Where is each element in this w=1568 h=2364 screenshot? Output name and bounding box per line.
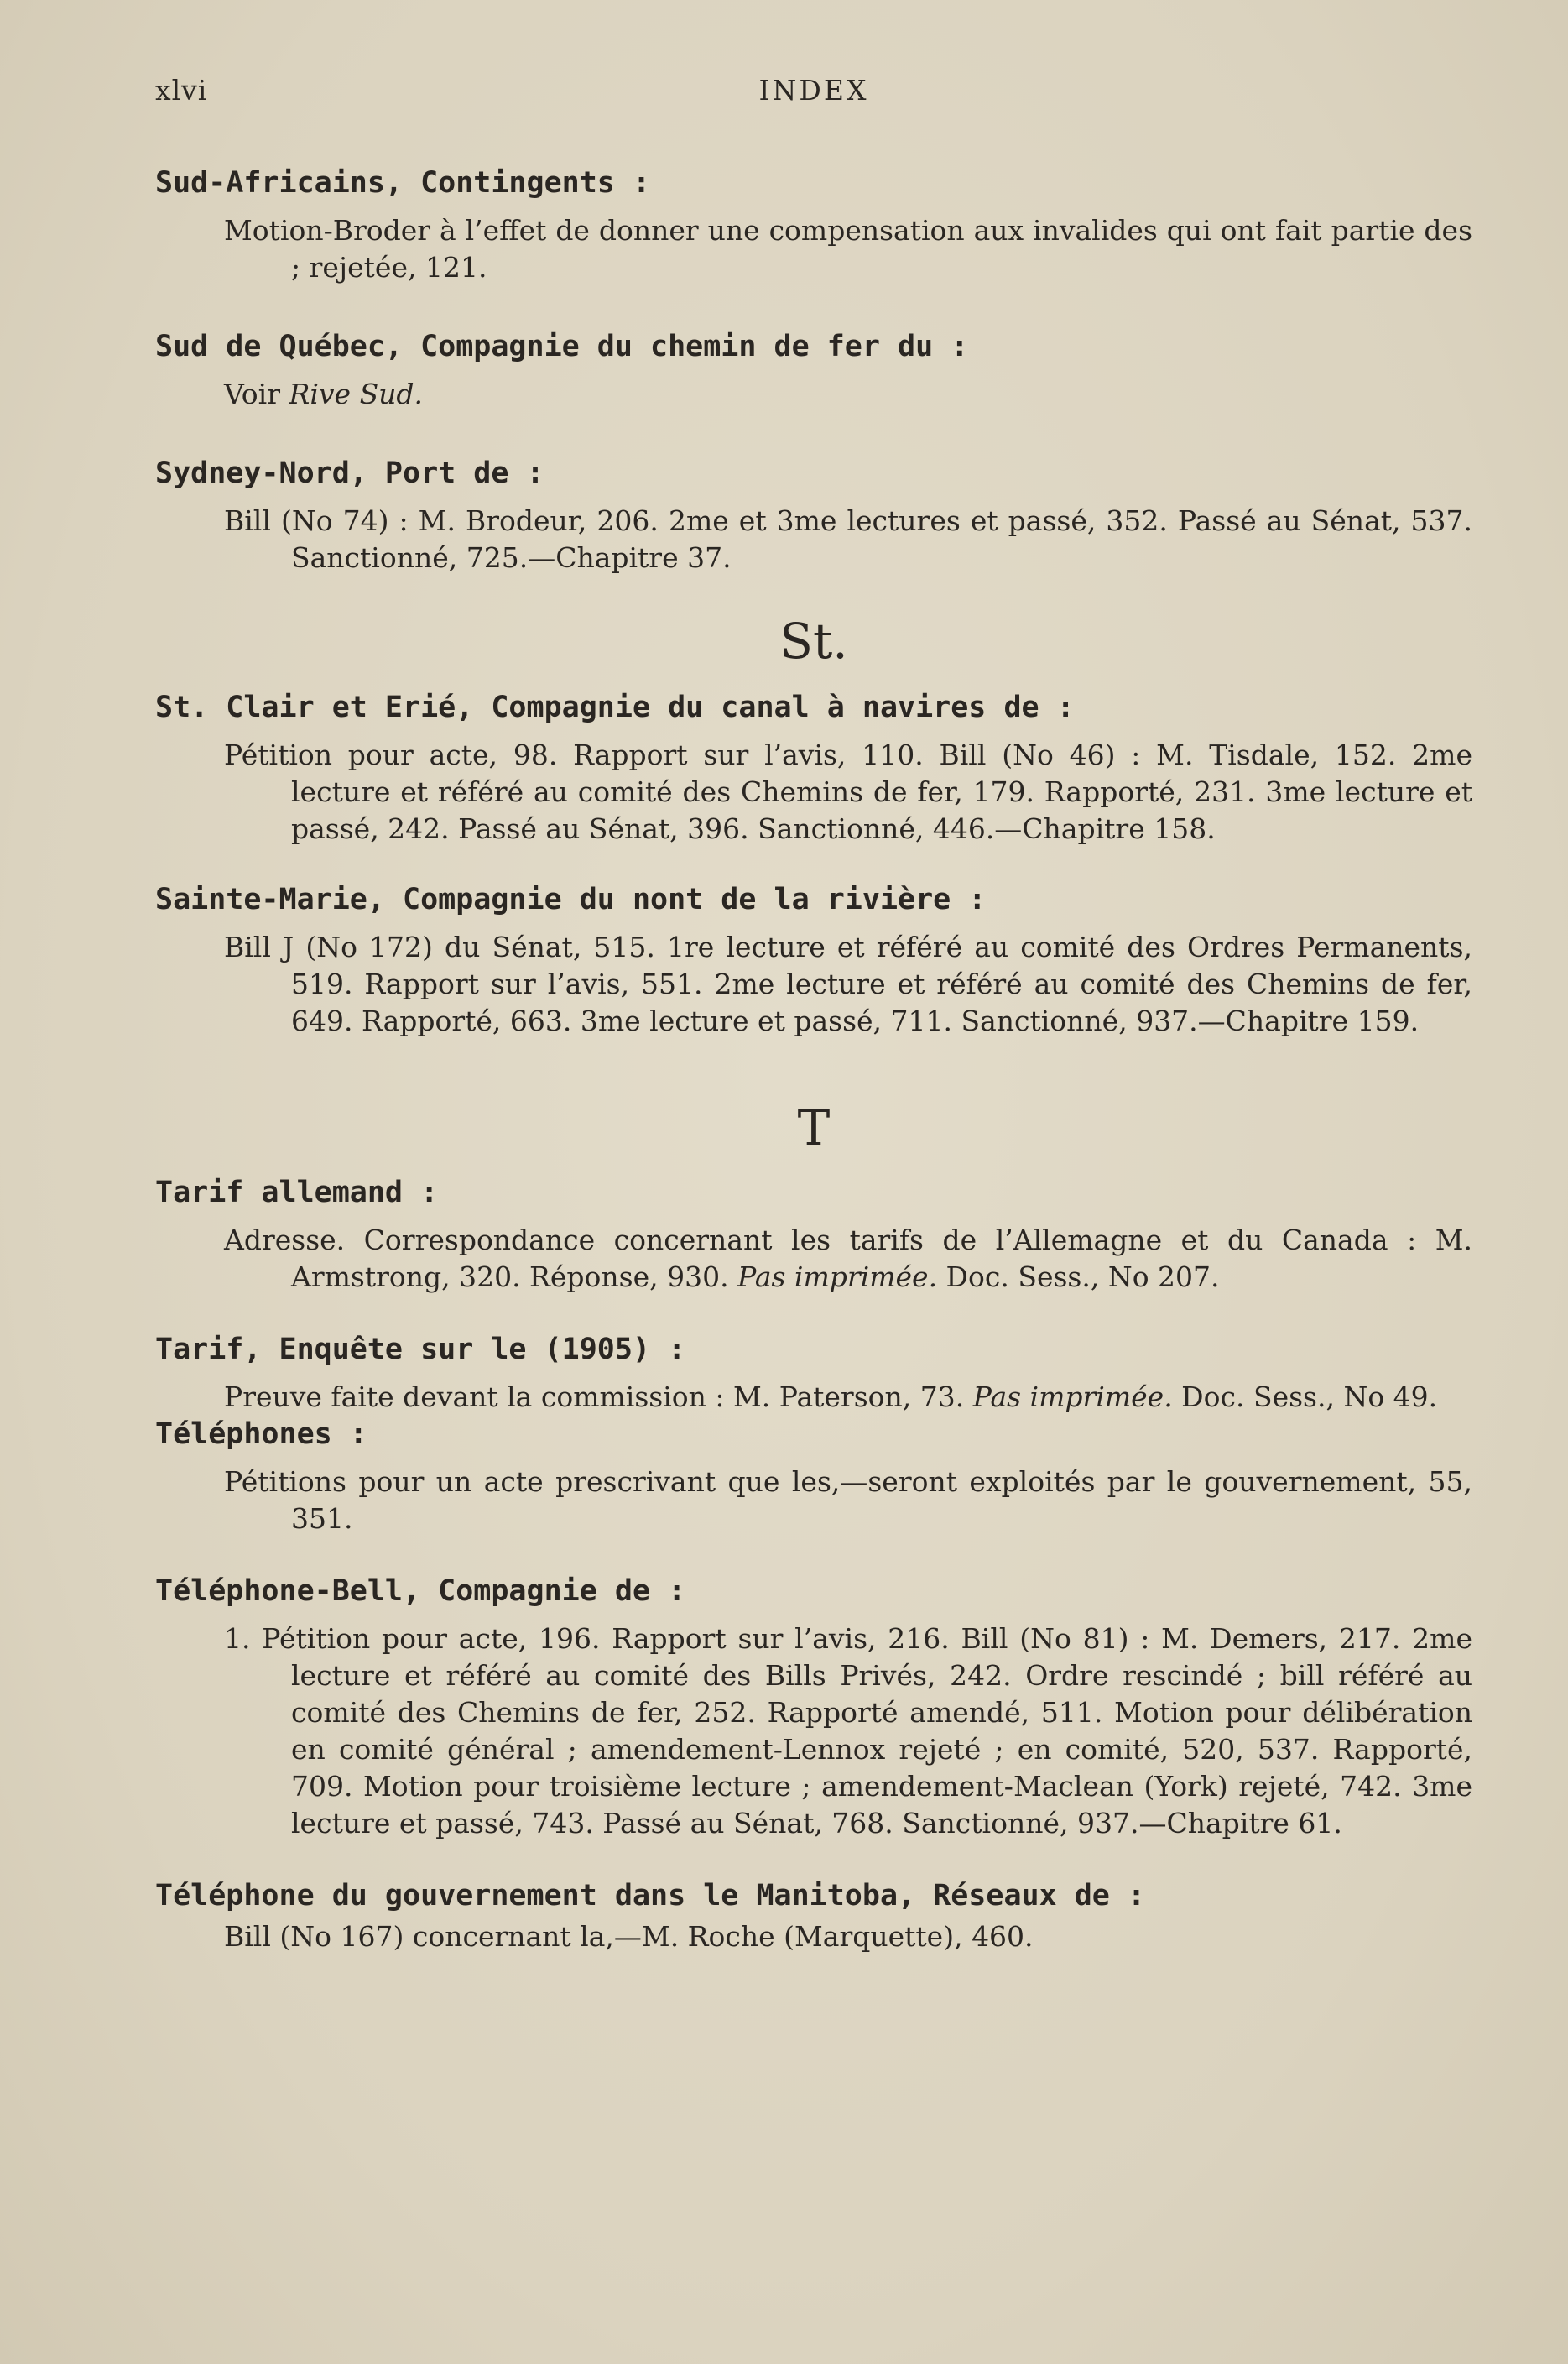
page-number: xlvi: [155, 74, 208, 107]
entry-text: [224, 376, 1472, 413]
entry-body: [155, 1918, 1472, 1955]
entry-text: Bill (No 74) : M. Brodeur, 206. 2me et 3me lectures et passé, 352. Passé au Sénat, 537. Sanctionné, 725.—Chapitre 37.: [224, 504, 1472, 574]
entry-text: Bill (No 167) concernant la,—M. Roche (Marquette), 460.: [224, 1920, 1034, 1953]
see-reference: Rive Sud.: [289, 378, 424, 410]
page-header-title: INDEX: [758, 74, 869, 107]
entry-heading: St. Clair et Erié, Compagnie du canal à navires de :: [155, 691, 1075, 724]
not-printed-note: Pas imprimée.: [972, 1380, 1173, 1413]
entry-heading: Sydney-Nord, Port de :: [155, 457, 544, 490]
entry-text: Pétitions pour un acte prescrivant que les,—seront exploités par le gouvernement, 55, 351.: [224, 1465, 1472, 1535]
see-prefix: Voir: [224, 378, 289, 410]
entry-heading: Téléphones :: [155, 1417, 367, 1451]
running-head: [155, 74, 1472, 116]
section-letter: T: [797, 1099, 831, 1156]
entry-text-part: Doc. Sess., No 207.: [937, 1260, 1220, 1293]
entry-heading: Téléphone du gouvernement dans le Manitoba, Réseaux de :: [155, 1879, 1146, 1913]
entry-text: 1. Pétition pour acte, 196. Rapport sur l’avis, 216. Bill (No 81) : M. Demers, 217. 2me lecture et référé au comité des Bills Privés, 242. Ordre rescindé ; bill référé au comité des Chemins de fer, 252. Rapporté amendé, 511. Motion pour délibération en comité général ; amendement-Lennox rejeté ; en comité, 520, 537. Rapporté, 709. Motion pour troisième lecture ; amendement-Maclean (York) rejeté, 742. 3me lecture et passé, 743. Passé au Sénat, 768. Sanctionné, 937.—Chapitre 61.: [224, 1622, 1472, 1840]
index-entry: [155, 455, 1472, 577]
entry-heading: Sainte-Marie, Compagnie du nont de la rivière :: [155, 883, 987, 916]
entry-text: [224, 1222, 1472, 1296]
entry-heading: Téléphone-Bell, Compagnie de :: [155, 1574, 686, 1608]
not-printed-note: Pas imprimée.: [737, 1260, 938, 1293]
entry-body: [155, 503, 1472, 577]
index-entry: [155, 881, 1472, 1040]
entry-body: [155, 376, 1472, 413]
index-entry: [155, 328, 1472, 413]
entry-body: [155, 737, 1472, 848]
index-content: [155, 164, 1472, 1955]
entry-text-part: Adresse. Correspondance concernant les tarifs de l’Allemagne et du Canada : M. Armstrong, 320. Réponse, 930.: [224, 1224, 1472, 1293]
entry-text-part: Preuve faite devant la commission : M. Paterson, 73.: [224, 1380, 973, 1413]
index-entry: [155, 1174, 1472, 1296]
section-letter: St.: [779, 613, 848, 670]
index-entry: [155, 1416, 1472, 1537]
index-entry: [155, 164, 1472, 286]
entry-body: [155, 212, 1472, 286]
entry-text-part: Doc. Sess., No 49.: [1172, 1380, 1438, 1413]
entry-text: [224, 1379, 1472, 1416]
entry-body: [155, 1464, 1472, 1537]
entry-body: [155, 929, 1472, 1040]
entry-body: [155, 1620, 1472, 1842]
index-entry: [155, 689, 1472, 848]
index-entry: [155, 1877, 1472, 1955]
index-entry: [155, 1573, 1472, 1842]
entry-text: Bill J (No 172) du Sénat, 515. 1re lecture et référé au comité des Ordres Permanents, 519. Rapport sur l’avis, 551. 2me lecture et référé au comité des Chemins de fer, 649. Rapporté, 663. 3me lecture et passé, 711. Sanctionné, 937.—Chapitre 159.: [224, 931, 1472, 1037]
entry-body: [155, 1379, 1472, 1416]
entry-heading: Sud de Québec, Compagnie du chemin de fer du :: [155, 330, 969, 363]
entry-text: Motion-Broder à l’effet de donner une compensation aux invalides qui ont fait partie des ; rejetée, 121.: [224, 214, 1472, 284]
entry-body: [155, 1222, 1472, 1296]
entry-heading: Sud-Africains, Contingents :: [155, 166, 651, 200]
entry-heading: Tarif, Enquête sur le (1905) :: [155, 1333, 686, 1366]
entry-text: Pétition pour acte, 98. Rapport sur l’avis, 110. Bill (No 46) : M. Tisdale, 152. 2me lecture et référé au comité des Chemins de fer, 179. Rapporté, 231. 3me lecture et passé, 242. Passé au Sénat, 396. Sanctionné, 446.—Chapitre 158.: [224, 738, 1472, 845]
entry-heading: Tarif allemand :: [155, 1176, 439, 1209]
index-entry: [155, 1331, 1472, 1416]
